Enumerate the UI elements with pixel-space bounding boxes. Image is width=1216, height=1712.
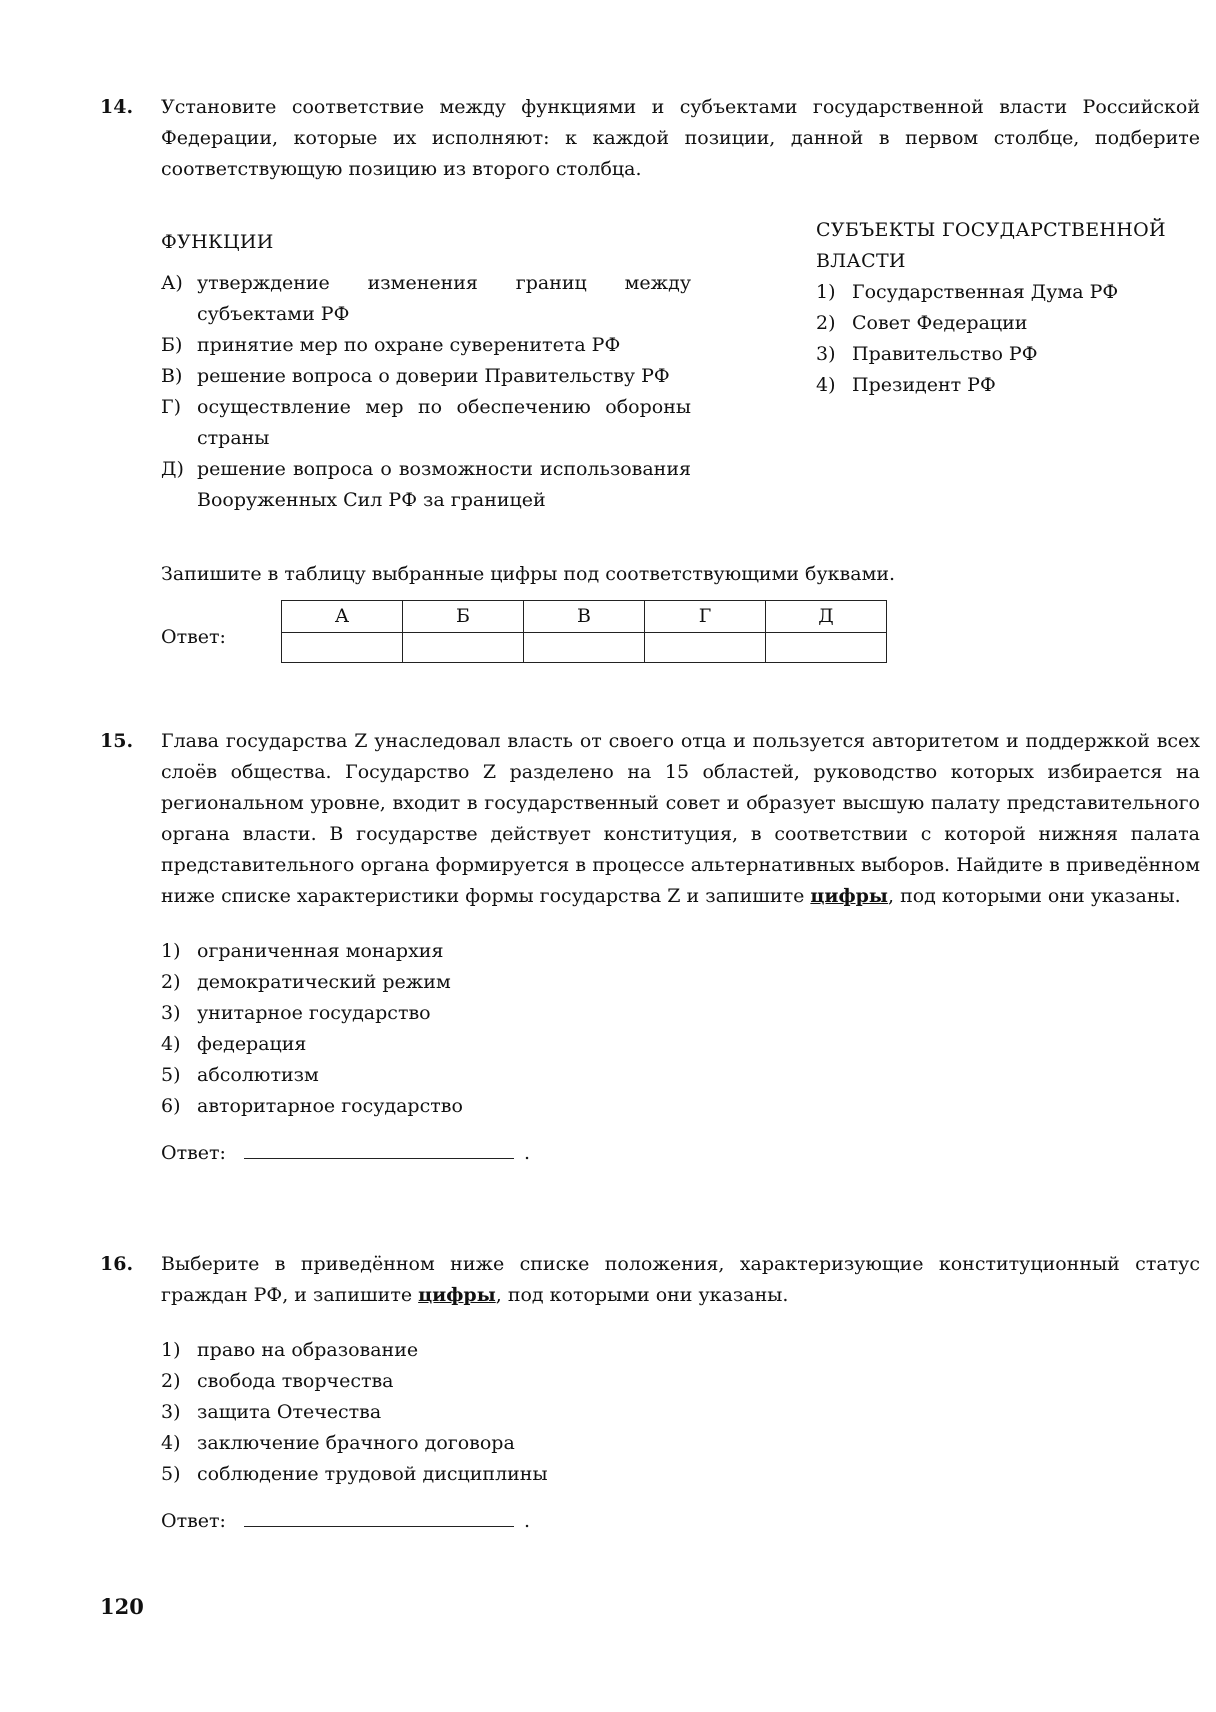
table-header-cell: А (282, 601, 403, 633)
table-header-cell: Д (766, 601, 887, 633)
list-item: 2) демократический режим (161, 971, 451, 993)
list-item: 6) авторитарное государство (161, 1095, 463, 1117)
table-header-cell: В (524, 601, 645, 633)
page-number: 120 (100, 1594, 144, 1619)
subject-item: 1) Государственная Дума РФ (816, 281, 1119, 303)
answer-cell[interactable] (403, 633, 524, 663)
instruction: Запишите в таблицу выбранные цифры под соответствующими буквами. (161, 563, 896, 585)
subjects-column (816, 215, 1201, 401)
answer-label: Ответ: (161, 1142, 226, 1164)
function-item: А) утверждение изменения границ между субъектами РФ (161, 272, 691, 325)
task-16 (100, 1249, 1200, 1549)
emphasis: цифры (418, 1284, 496, 1306)
list-item: 3) унитарное государство (161, 1002, 431, 1024)
function-item: Г) осуществление мер по обеспечению обороны страны (161, 396, 691, 449)
list-item: 2) свобода творчества (161, 1370, 394, 1392)
list-item: 5) абсолютизм (161, 1064, 319, 1086)
answer-cell[interactable] (282, 633, 403, 663)
answer-cell[interactable] (766, 633, 887, 663)
list-item: 1) право на образование (161, 1339, 419, 1361)
subject-item: 2) Совет Федерации (816, 312, 1028, 334)
answer-cell[interactable] (524, 633, 645, 663)
answer-end: . (523, 1510, 530, 1532)
answer-table (281, 600, 887, 663)
options-list (161, 1335, 1200, 1490)
task-number: 15. (100, 730, 134, 752)
subjects-header: СУБЪЕКТЫ ГОСУДАРСТВЕННОЙ ВЛАСТИ (816, 219, 1166, 272)
task-body (161, 1249, 1200, 1537)
task-text: Глава государства Z унаследовал власть от своего отца и пользуется авторитетом и поддержкой всех слоёв общества. Государство Z разделено на 15 областей, руководство которых избирается на региональном уровне, входит в государственный совет и образует высшую палату представительного органа власти. В государстве действует конституция, в соответствии с которой нижняя палата представительного органа формируется в процессе альтернативных выборов. Найдите в приведённом ниже списке характеристики формы государства Z и запишите цифры, под которыми они указаны. (161, 730, 1200, 907)
task-14 (100, 92, 1200, 692)
answer-table-row (161, 600, 1200, 670)
options-list (161, 936, 1200, 1122)
answer-line (161, 1136, 1200, 1169)
answer-label: Ответ: (161, 1510, 226, 1532)
task-body (161, 92, 1200, 670)
table-header-cell: Б (403, 601, 524, 633)
emphasis: цифры (810, 885, 888, 907)
task-number: 16. (100, 1253, 134, 1275)
answer-end: . (523, 1142, 530, 1164)
answer-cell[interactable] (645, 633, 766, 663)
task-body (161, 726, 1200, 1169)
task-text: Установите соответствие между функциями и субъектами государственной власти Российской Федерации, которые их исполняют: к каждой позиции, данной в первом столбце, подберите соответствующую позицию из второго столбца. (161, 96, 1200, 180)
answer-blank[interactable] (244, 1504, 514, 1527)
list-item: 4) федерация (161, 1033, 307, 1055)
table-header-cell: Г (645, 601, 766, 633)
function-item: Б) принятие мер по охране суверенитета РФ (161, 334, 621, 356)
task-text: Выберите в приведённом ниже списке положения, характеризующие конституционный статус граждан РФ, и запишите цифры, под которыми они указаны. (161, 1253, 1200, 1306)
functions-header: ФУНКЦИИ (161, 231, 274, 253)
list-item: 1) ограниченная монархия (161, 940, 444, 962)
function-item: В) решение вопроса о доверии Правительству РФ (161, 365, 670, 387)
subject-item: 4) Президент РФ (816, 374, 996, 396)
functions-column (161, 227, 691, 516)
list-item: 3) защита Отечества (161, 1401, 382, 1423)
function-item: Д) решение вопроса о возможности использования Вооруженных Сил РФ за границей (161, 458, 691, 511)
list-item: 4) заключение брачного договора (161, 1432, 515, 1454)
subject-item: 3) Правительство РФ (816, 343, 1038, 365)
answer-label: Ответ: (161, 626, 226, 648)
task-number: 14. (100, 96, 134, 118)
answer-line (161, 1504, 1200, 1537)
list-item: 5) соблюдение трудовой дисциплины (161, 1463, 548, 1485)
task-15 (100, 726, 1200, 1186)
answer-blank[interactable] (244, 1136, 514, 1159)
matching-columns (161, 215, 1200, 555)
